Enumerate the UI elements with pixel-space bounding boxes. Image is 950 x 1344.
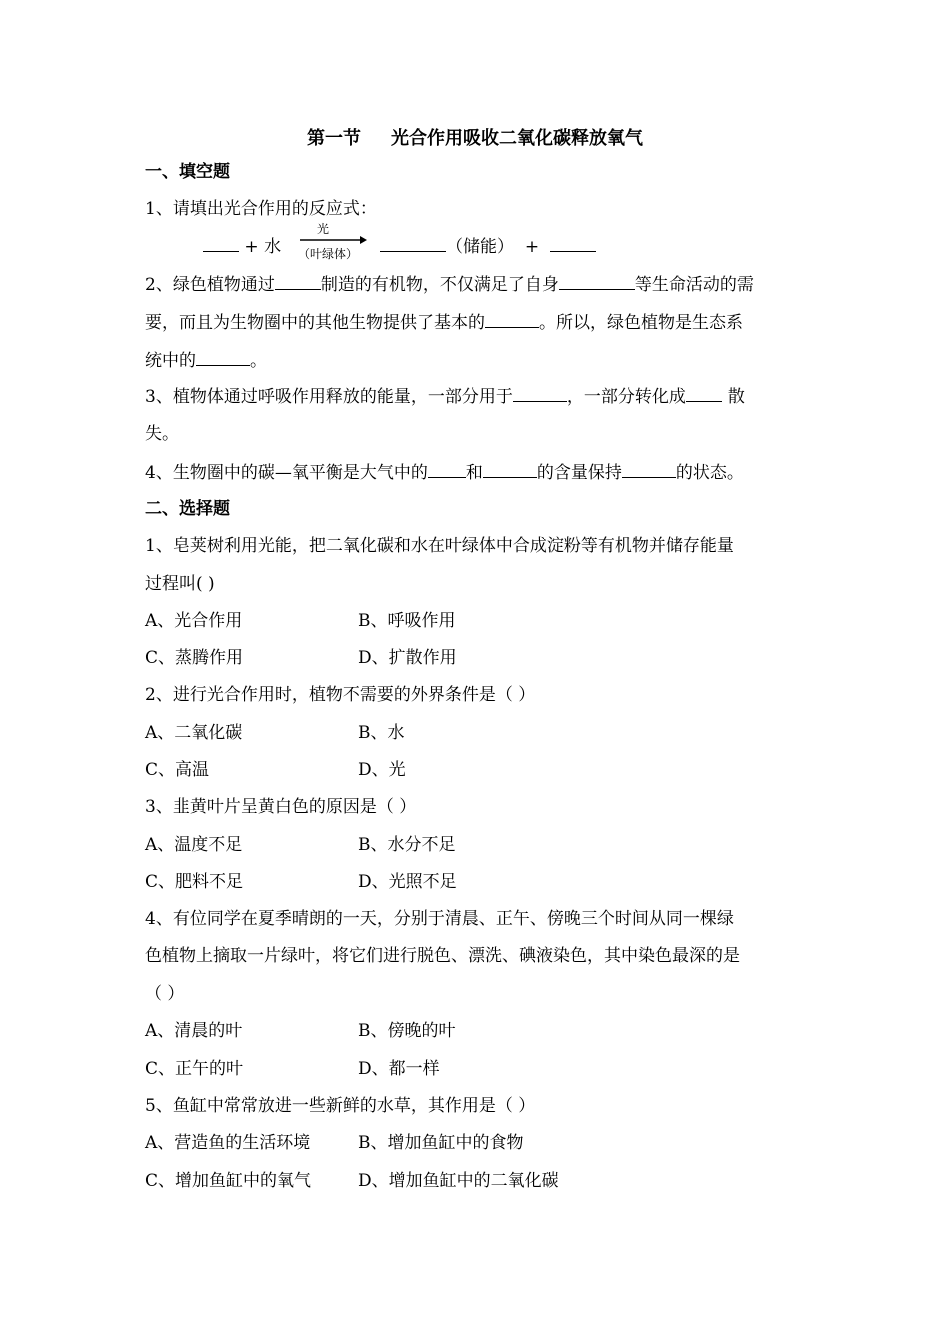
mc-q1-option-b[interactable]: B、呼吸作用 (358, 611, 456, 631)
arrow-top-label: 光 (317, 222, 330, 236)
mc-q4-line1: 4、有位同学在夏季晴朗的一天，分别于清晨、正午、傍晚三个时间从同一棵绿 (145, 909, 734, 929)
fill-q4: 4、生物圈中的碳—氧平衡是大气中的 和 的含量保持 的状态。 (145, 463, 744, 483)
mc-q5-option-a[interactable]: A、营造鱼的生活环境 (145, 1133, 311, 1153)
mc-q5-line1: 5、鱼缸中常常放进一些新鲜的水草，其作用是（ ） (145, 1096, 536, 1116)
title-section: 第一节 (307, 128, 361, 149)
fill-q2-line1: 2、绿色植物通过 制造的有机物，不仅满足了自身 等生命活动的需 (145, 275, 754, 295)
fill-q3-line1: 3、植物体通过呼吸作用释放的能量，一部分用于 ，一部分转化成 散 (145, 387, 745, 407)
mc-q5-option-b[interactable]: B、增加鱼缸中的食物 (358, 1133, 524, 1153)
mc-q1-line2: 过程叫( ) (145, 574, 215, 594)
mc-q1-line1: 1、皂荚树利用光能，把二氧化碳和水在叶绿体中合成淀粉等有机物并储存能量 (145, 536, 734, 556)
mc-q5-option-d[interactable]: D、增加鱼缸中的二氧化碳 (358, 1171, 559, 1191)
fill-q2-line3: 统中的 。 (145, 351, 267, 371)
mc-q3-option-a[interactable]: A、温度不足 (145, 835, 243, 855)
blank[interactable] (203, 236, 239, 252)
mc-q3-line1: 3、韭黄叶片呈黄白色的原因是（ ） (145, 797, 417, 817)
blank[interactable] (485, 312, 539, 328)
section-heading-fill-blank: 一、填空题 (145, 162, 230, 182)
page-title (0, 124, 950, 150)
title-topic: 光合作用吸收二氧化碳释放氧气 (391, 128, 643, 149)
mc-q4-line2: 色植物上摘取一片绿叶，将它们进行脱色、漂洗、碘液染色，其中染色最深的是 (145, 946, 740, 966)
blank[interactable] (428, 462, 466, 478)
mc-q4-option-a[interactable]: A、清晨的叶 (145, 1021, 243, 1041)
mc-q1-option-c[interactable]: C、蒸腾作用 (145, 648, 244, 668)
fill-q1-equation: + 水 (203, 236, 281, 257)
mc-q2-option-a[interactable]: A、二氧化碳 (145, 723, 243, 743)
storage-label: （储能） (446, 237, 514, 257)
blank[interactable] (380, 236, 446, 252)
mc-q3-option-d[interactable]: D、光照不足 (358, 872, 457, 892)
arrow-bottom-label: （叶绿体） (298, 247, 359, 261)
blank[interactable] (559, 274, 635, 290)
fill-q1-text: 1、请填出光合作用的反应式： (145, 199, 377, 219)
mc-q1-option-d[interactable]: D、扩散作用 (358, 648, 457, 668)
mc-q3-option-c[interactable]: C、肥料不足 (145, 872, 244, 892)
mc-q2-option-c[interactable]: C、高温 (145, 760, 210, 780)
fill-q1-products: （储能） + (380, 236, 596, 257)
blank[interactable] (622, 462, 676, 478)
section-heading-multiple-choice: 二、选择题 (145, 499, 230, 519)
mc-q2-line1: 2、进行光合作用时，植物不需要的外界条件是（ ） (145, 685, 536, 705)
mc-q1-option-a[interactable]: A、光合作用 (145, 611, 243, 631)
mc-q4-option-d[interactable]: D、都一样 (358, 1059, 440, 1079)
blank[interactable] (513, 386, 567, 402)
fill-q2-line2: 要，而且为生物圈中的其他生物提供了基本的 。所以，绿色植物是生态系 (145, 313, 743, 333)
mc-q4-option-b[interactable]: B、傍晚的叶 (358, 1021, 456, 1041)
water-label: 水 (264, 237, 282, 257)
mc-q4-line3: （ ） (145, 984, 185, 1004)
blank[interactable] (275, 274, 321, 290)
blank[interactable] (686, 386, 722, 402)
fill-q3-line2: 失。 (145, 424, 179, 444)
blank[interactable] (550, 236, 596, 252)
blank[interactable] (483, 462, 537, 478)
blank[interactable] (196, 350, 250, 366)
mc-q5-option-c[interactable]: C、增加鱼缸中的氧气 (145, 1171, 312, 1191)
mc-q2-option-b[interactable]: B、水 (358, 723, 405, 743)
mc-q3-option-b[interactable]: B、水分不足 (358, 835, 456, 855)
mc-q2-option-d[interactable]: D、光 (358, 760, 406, 780)
mc-q4-option-c[interactable]: C、正午的叶 (145, 1059, 244, 1079)
reaction-arrow-icon (298, 235, 368, 245)
